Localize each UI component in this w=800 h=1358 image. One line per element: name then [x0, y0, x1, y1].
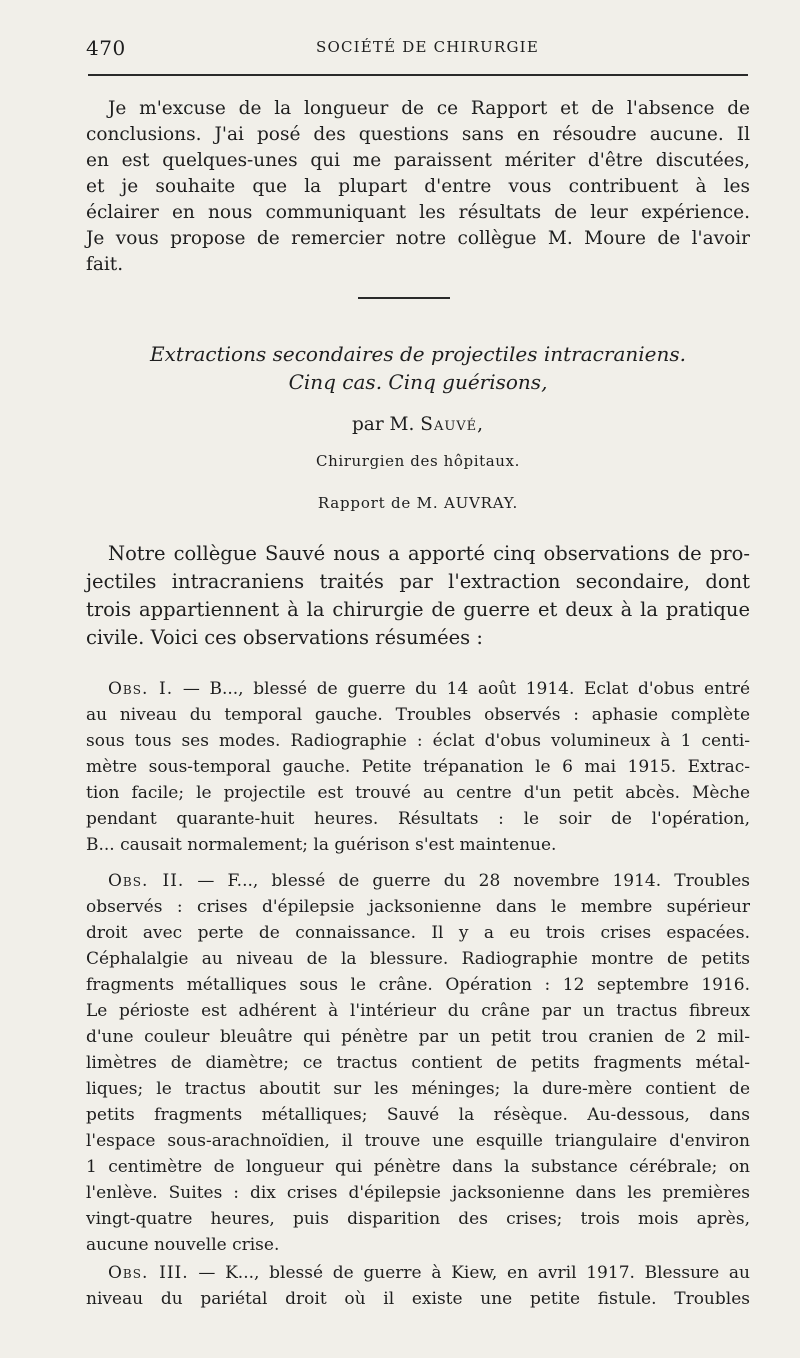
text-line: Notre collègue Sauvé nous a apporté cinq observations de pro-	[108, 542, 750, 565]
text-line: droit avec perte de connaissance. Il y a eu trois crises espacées.	[86, 923, 750, 943]
observation-label: Obs. I.	[108, 679, 174, 699]
text-line: jectiles intracraniens traités par l'extraction secondaire, dont	[86, 570, 750, 593]
article-title-line-1: Extractions secondaires de projectiles intracraniens.	[150, 342, 686, 366]
observation-label: Obs. III.	[108, 1263, 189, 1283]
author-affiliation: Chirurgien des hôpitaux.	[316, 452, 520, 470]
text-line: conclusions. J'ai posé des questions sans en résoudre aucune. Il	[86, 124, 750, 145]
summary-paragraph	[86, 540, 750, 652]
article-title-line-2: Cinq cas. Cinq guérisons,	[288, 370, 548, 394]
article-author	[86, 414, 750, 435]
text-line: et je souhaite que la plupart d'entre vous contribuent à les	[86, 176, 750, 197]
text-line: au niveau du temporal gauche. Troubles observés : aphasie complète	[86, 705, 750, 725]
observation-2	[86, 868, 750, 1258]
text-line: petits fragments métalliques; Sauvé la résèque. Au-dessous, dans	[86, 1105, 750, 1125]
text-line: en est quelques-unes qui me paraissent mériter d'être discutées,	[86, 150, 750, 171]
text-line: Obs. I. — B..., blessé de guerre du 14 août 1914. Eclat d'obus entré	[108, 679, 751, 699]
text-line: 1 centimètre de longueur qui pénètre dans la substance cérébrale; on	[86, 1157, 750, 1177]
page-number: 470	[86, 36, 126, 60]
text-line: fragments métalliques sous le crâne. Opération : 12 septembre 1916.	[86, 975, 750, 995]
text-line: vingt-quatre heures, puis disparition des crises; trois mois après,	[86, 1209, 750, 1229]
author-prefix: par M.	[351, 414, 415, 435]
header-rule	[88, 74, 748, 76]
observation-3	[86, 1260, 750, 1312]
text-line: mètre sous-temporal gauche. Petite trépanation le 6 mai 1915. Extrac-	[86, 757, 750, 777]
section-separator	[358, 297, 450, 299]
text-line: tion facile; le projectile est trouvé au centre d'un petit abcès. Mèche	[86, 783, 750, 803]
running-title: SOCIÉTÉ DE CHIRURGIE	[316, 38, 539, 56]
text-line: Obs. III. — K..., blessé de guerre à Kiew, en avril 1917. Blessure au	[108, 1263, 751, 1283]
text-line: B... causait normalement; la guérison s'est maintenue.	[86, 835, 557, 855]
text-line: sous tous ses modes. Radiographie : éclat d'obus volumineux à 1 centi-	[86, 731, 750, 751]
observation-1	[86, 676, 750, 858]
rapport-line: Rapport de M. AUVRAY.	[317, 494, 519, 512]
text-line: d'une couleur bleuâtre qui pénètre par un petit trou cranien de 2 mil-	[86, 1027, 750, 1047]
text-line: liques; le tractus aboutit sur les méninges; la dure-mère contient de	[86, 1079, 750, 1099]
text-line: civile. Voici ces observations résumées :	[86, 626, 483, 649]
text-line: Obs. II. — F..., blessé de guerre du 28 novembre 1914. Troubles	[108, 871, 751, 891]
author-name: Sauvé,	[420, 414, 485, 435]
text-line: fait.	[86, 254, 124, 275]
text-line: Je m'excuse de la longueur de ce Rapport et de l'absence de	[108, 98, 750, 119]
text-line: aucune nouvelle crise.	[86, 1235, 280, 1255]
observation-label: Obs. II.	[108, 871, 185, 891]
text-line: trois appartiennent à la chirurgie de guerre et deux à la pratique	[86, 598, 750, 621]
text-line: pendant quarante-huit heures. Résultats : le soir de l'opération,	[86, 809, 750, 829]
text-line: Le périoste est adhérent à l'intérieur du crâne par un tractus fibreux	[86, 1001, 750, 1021]
text-line: limètres de diamètre; ce tractus contient de petits fragments métal-	[86, 1053, 750, 1073]
text-line: niveau du pariétal droit où il existe une petite fistule. Troubles	[86, 1289, 750, 1309]
text-line: éclairer en nous communiquant les résultats de leur expérience.	[86, 202, 750, 223]
intro-paragraph	[86, 96, 750, 278]
text-line: Je vous propose de remercier notre collègue M. Moure de l'avoir	[86, 228, 750, 249]
text-line: Céphalalgie au niveau de la blessure. Radiographie montre de petits	[86, 949, 750, 969]
text-line: l'espace sous-arachnoïdien, il trouve une esquille triangulaire d'environ	[86, 1131, 750, 1151]
text-line: observés : crises d'épilepsie jacksonienne dans le membre supérieur	[86, 897, 750, 917]
text-line: l'enlève. Suites : dix crises d'épilepsie jacksonienne dans les premières	[86, 1183, 750, 1203]
